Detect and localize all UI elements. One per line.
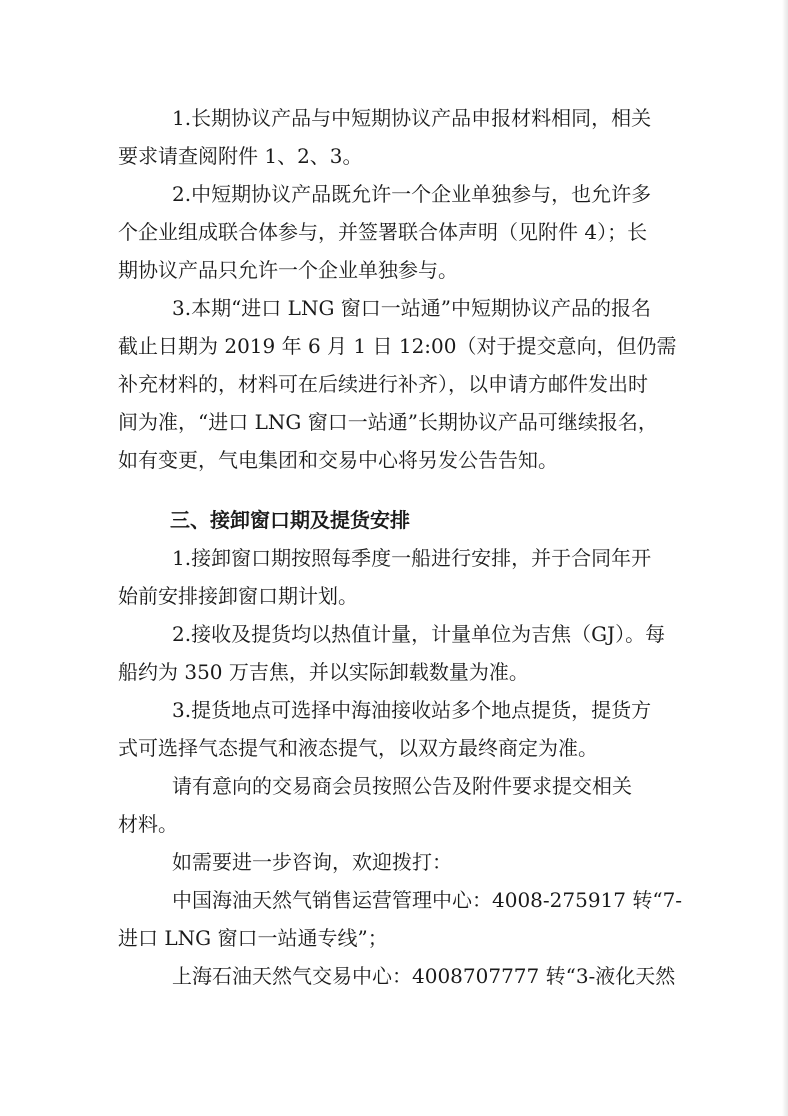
consult-line: 如需要进一步咨询，欢迎拨打： [172,850,452,874]
scan-edge-shadow [782,0,788,1116]
item-2-line-1: 2.中短期协议产品既允许一个企业单独参与，也允许多 [172,182,652,206]
contact-1-line-2: 进口 LNG 窗口一站通专线”； [118,926,388,950]
s3-item-1-line-2: 始前安排接卸窗口期计划。 [118,584,358,608]
s3-item-1-line-1: 1.接卸窗口期按照每季度一船进行安排，并于合同年开 [172,546,652,570]
s3-item-3-line-1: 3.提货地点可选择中海油接收站多个地点提货，提货方 [172,698,652,722]
item-2-line-2: 个企业组成联合体参与，并签署联合体声明（见附件 4）；长 [118,220,648,244]
item-3-line-4: 间为准，“进口 LNG 窗口一站通”长期协议产品可继续报名， [118,410,658,434]
section-three-heading: 三、接卸窗口期及提货安排 [170,508,410,532]
item-3-line-5: 如有变更，气电集团和交易中心将另发公告告知。 [118,448,558,472]
item-3-line-3: 补充材料的，材料可在后续进行补齐），以申请方邮件发出时 [118,372,648,396]
contact-1-line-1: 中国海油天然气销售运营管理中心：4008-275917 转“7- [172,888,683,912]
item-1-line-2: 要求请查阅附件 1、2、3。 [118,144,363,168]
item-3-line-1: 3.本期“进口 LNG 窗口一站通”中短期协议产品的报名 [172,296,652,320]
invite-line-2: 材料。 [118,812,178,836]
s3-item-2-line-1: 2.接收及提货均以热值计量，计量单位为吉焦（GJ）。每 [172,622,666,646]
invite-line-1: 请有意向的交易商会员按照公告及附件要求提交相关 [172,774,632,798]
s3-item-3-line-2: 式可选择气态提气和液态提气，以双方最终商定为准。 [118,736,598,760]
contact-2-line-1: 上海石油天然气交易中心：4008707777 转“3-液化天然 [172,964,676,988]
s3-item-2-line-2: 船约为 350 万吉焦，并以实际卸载数量为准。 [118,660,529,684]
item-3-line-2: 截止日期为 2019 年 6 月 1 日 12:00（对于提交意向，但仍需 [118,334,677,358]
item-2-line-3: 期协议产品只允许一个企业单独参与。 [118,258,458,282]
item-1-line-1: 1.长期协议产品与中短期协议产品申报材料相同，相关 [172,106,652,130]
